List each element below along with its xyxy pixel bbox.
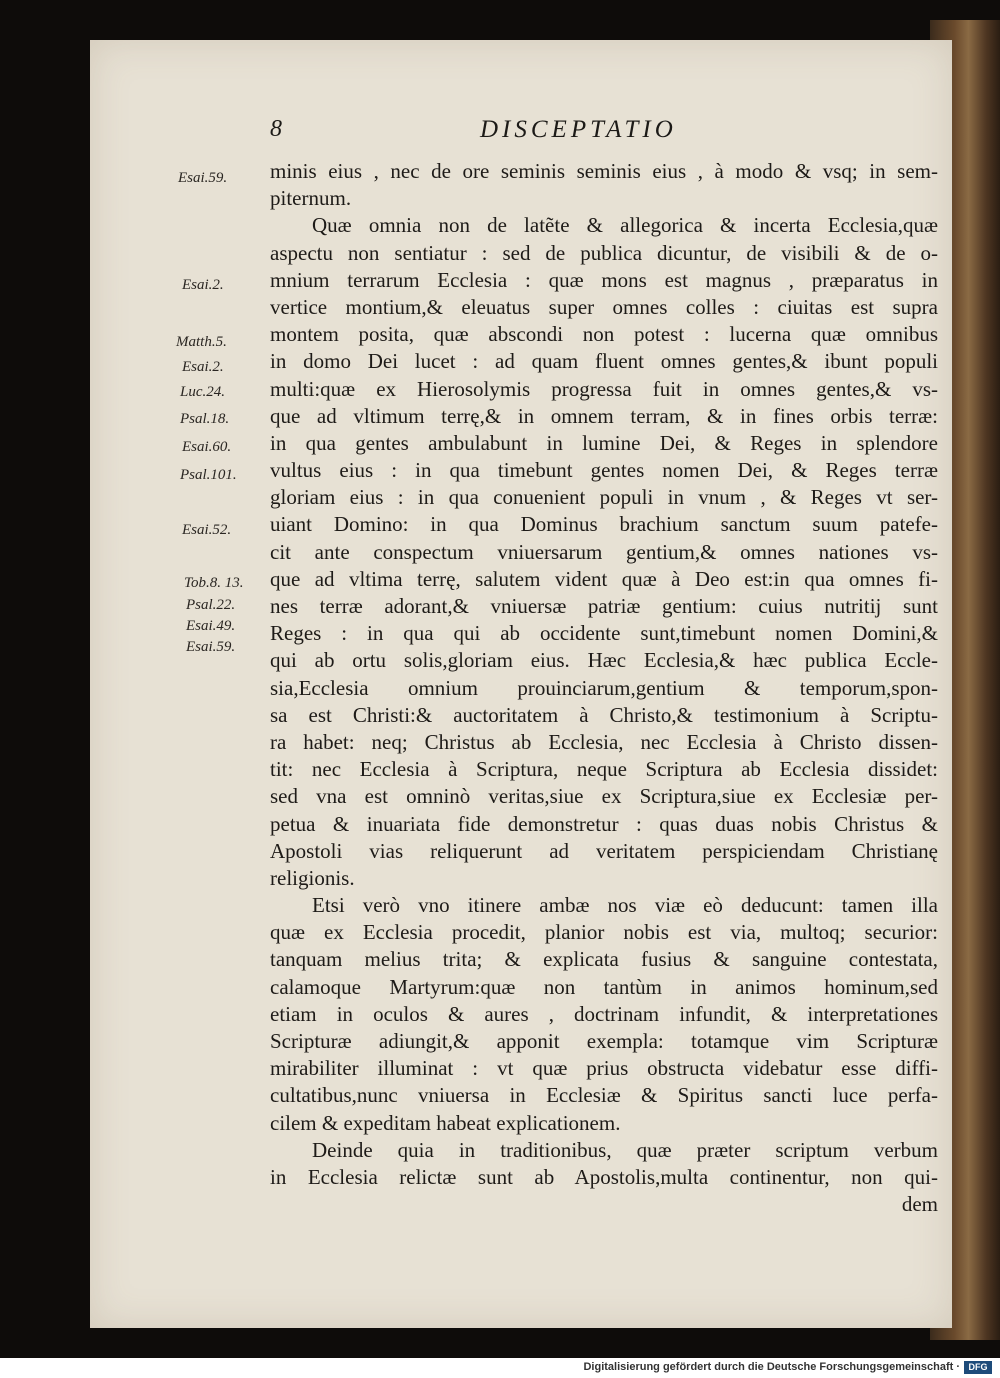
text-line: Quæ omnia non de latẽte & allegorica & incerta Ecclesia,quæ: [312, 213, 938, 238]
text-line: in domo Dei lucet : ad quam fluent omnes gentes,& ibunt populi: [270, 349, 938, 374]
dfg-logo: DFG: [964, 1361, 992, 1374]
margin-note: Psal.101.: [180, 467, 237, 483]
text-line: religionis.: [270, 865, 355, 890]
text-line: que ad vltima terrę, salutem vident quæ à Deo est:in qua omnes fi-: [270, 566, 938, 591]
margin-note: Esai.2.: [182, 359, 224, 375]
margin-note: Psal.22.: [186, 597, 236, 613]
margin-note: Esai.2.: [182, 277, 224, 293]
margin-note: Tob.8. 13.: [184, 575, 244, 591]
footer-credit: Digitalisierung gefördert durch die Deutsche Forschungsgemeinschaft ·: [583, 1361, 960, 1373]
text-line: petua & inuariata fide demonstretur : quas duas nobis Christus &: [270, 811, 938, 836]
text-line: sia,Ecclesia omnium prouinciarum,gentium & temporum,spon-: [270, 675, 938, 700]
margin-note: Esai.59.: [186, 639, 236, 655]
margin-note: Esai.52.: [182, 522, 232, 538]
text-line: qui ab ortu solis,gloriam eius. Hæc Ecclesia,& hæc publica Eccle-: [270, 648, 938, 673]
text-line: multi:quæ ex Hierosolymis progressa fuit in omnes gentes,& vs-: [270, 376, 938, 401]
body-text: [270, 158, 938, 1218]
text-line: cit ante conspectum vniuersarum gentium,& omnes nationes vs-: [270, 539, 938, 564]
text-line: in Ecclesia relictæ sunt ab Apostolis,multa continentur, non qui-: [270, 1164, 938, 1189]
text-line: Apostoli vias reliquerunt ad veritatem perspiciendam Christianę: [270, 838, 938, 863]
text-line: mirabiliter illuminat : vt quæ prius obstructa videbatur esse diffi-: [270, 1056, 938, 1081]
text-line: tanquam melius trita; & explicata fusius & sanguine contestata,: [270, 947, 938, 972]
text-line: mnium terrarum Ecclesia : quæ mons est magnus , præparatus in: [270, 267, 938, 292]
text-line: cilem & expeditam habeat explicationem.: [270, 1110, 621, 1135]
text-line: Scripturæ adiungit,& apponit exempla: totamque vim Scripturæ: [270, 1029, 938, 1053]
text-line: cultatibus,nunc vniuersa in Ecclesiæ & Spiritus sancti luce perfa-: [270, 1083, 938, 1108]
margin-note: Psal.18.: [180, 411, 230, 427]
text-line: Reges : in qua qui ab occidente sunt,timebunt nomen Domini,&: [270, 621, 938, 646]
margin-note: Luc.24.: [180, 384, 225, 400]
text-line: vertice montium,& eleuatus super omnes colles : ciuitas est supra: [270, 294, 938, 319]
text-line: que ad vltimum terrę,& in omnem terram, & in fines orbis terræ:: [270, 403, 938, 428]
text-line: in qua gentes ambulabunt in lumine Dei, & Reges in splendore: [270, 430, 938, 455]
margin-note: Esai.60.: [182, 439, 232, 455]
text-line: Deinde quia in traditionibus, quæ præter scriptum verbum: [312, 1137, 938, 1162]
page-header: [270, 116, 910, 148]
text-line: etiam in oculos & aures , doctrinam infundit, & interpretationes: [270, 1001, 938, 1026]
text-line: gloriam eius : in qua conuenient populi in vnum , & Reges vt ser-: [270, 485, 938, 510]
text-line: nes terræ adorant,& vniuersæ patriæ gentium: cuius nutritij sunt: [270, 594, 938, 618]
text-line: piternum.: [270, 186, 352, 211]
text-line: uiant Domino: in qua Dominus brachium sanctum suum patefe-: [270, 512, 938, 537]
text-line: tit: nec Ecclesia à Scriptura, neque Scriptura ab Ecclesia dissidet:: [270, 757, 938, 782]
text-line: aspectu non sentiatur : sed de publica dicuntur, de visibili & de o-: [270, 240, 938, 265]
text-line: minis eius , nec de ore seminis seminis eius , à modo & vsq; in sem-: [270, 159, 938, 183]
text-line: calamoque Martyrum:quæ non tantùm in animos hominum,sed: [270, 974, 938, 999]
text-line: montem posita, quæ abscondi non potest : lucerna quæ omnibus: [270, 322, 938, 347]
margin-note: Matth.5.: [176, 334, 227, 350]
page-number: 8: [270, 116, 282, 142]
text-line: Etsi verò vno itinere ambæ nos viæ eò deducunt: tamen illa: [312, 893, 938, 918]
catchword: dem: [901, 1192, 938, 1217]
margin-note: Esai.59.: [178, 170, 228, 186]
digitization-footer: [0, 1358, 1000, 1378]
text-line: ra habet: neq; Christus ab Ecclesia, nec Ecclesia à Christo dissen-: [270, 729, 938, 754]
text-line: sed vna est omninò veritas,siue ex Scriptura,siue ex Ecclesiæ per-: [270, 784, 938, 809]
margin-note: Esai.49.: [186, 618, 236, 634]
text-line: quæ ex Ecclesia procedit, planior nobis est via, multoq; securior:: [270, 920, 938, 945]
running-title: DISCEPTATIO: [480, 116, 677, 143]
text-line: vultus eius : in qua timebunt gentes nomen Dei, & Reges terræ: [270, 458, 938, 483]
text-line: sa est Christi:& auctoritatem à Christo,& testimonium à Scriptu-: [270, 702, 938, 727]
